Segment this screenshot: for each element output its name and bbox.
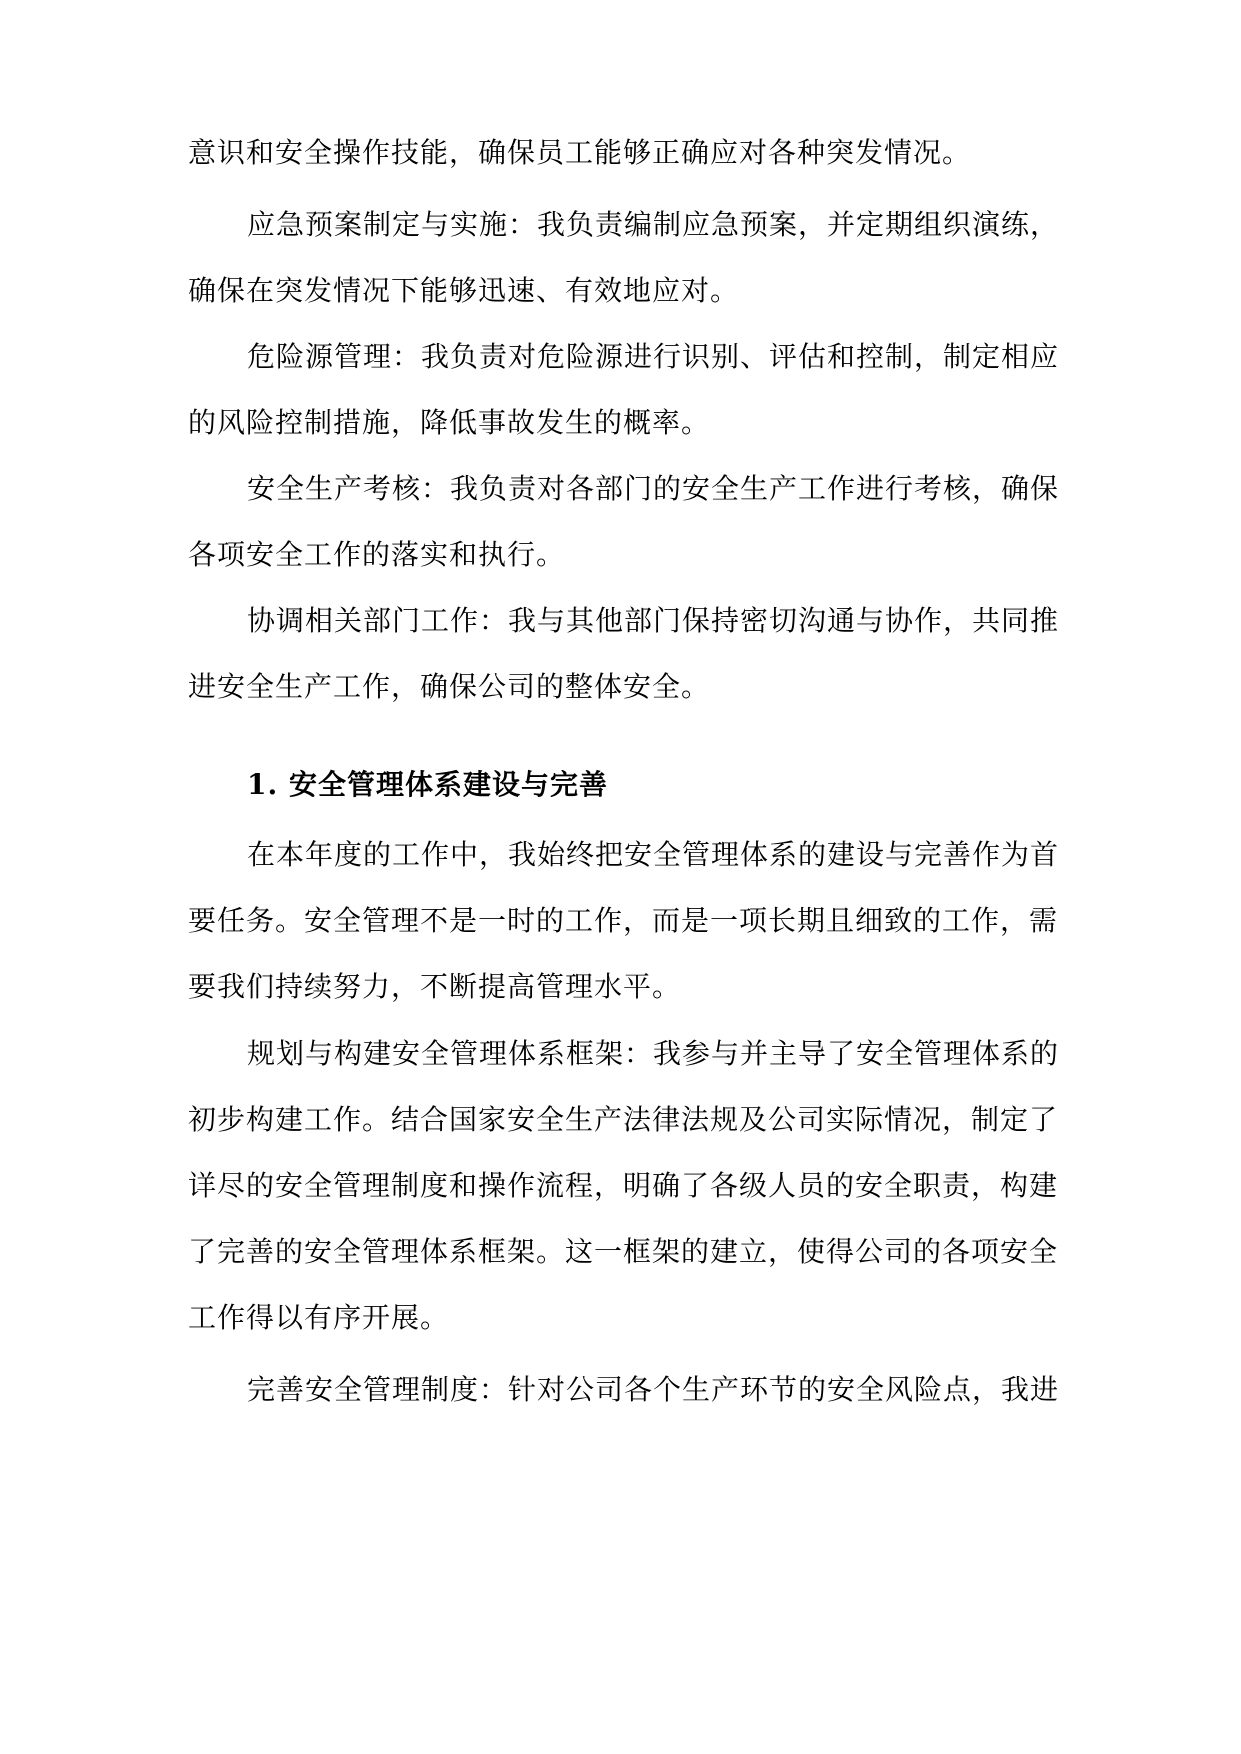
paragraph-line: 应急预案制定与实施：我负责编制应急预案，并定期组织演练， bbox=[247, 208, 1060, 241]
paragraph-line: 意识和安全操作技能，确保员工能够正确应对各种突发情况。 bbox=[188, 136, 972, 169]
paragraph-line: 各项安全工作的落实和执行。 bbox=[188, 538, 566, 571]
paragraph-line: 危险源管理：我负责对危险源进行识别、评估和控制，制定相应 bbox=[247, 340, 1060, 373]
paragraph-line: 协调相关部门工作：我与其他部门保持密切沟通与协作，共同推 bbox=[247, 604, 1060, 637]
paragraph-line: 要任务。安全管理不是一时的工作，而是一项长期且细致的工作，需 bbox=[188, 904, 1059, 937]
paragraph-line: 在本年度的工作中，我始终把安全管理体系的建设与完善作为首 bbox=[247, 838, 1060, 871]
section-title: 安全管理体系建设与完善 bbox=[289, 768, 609, 801]
section-number: 1. bbox=[247, 768, 279, 801]
paragraph-line: 确保在突发情况下能够迅速、有效地应对。 bbox=[188, 274, 740, 307]
section-heading bbox=[247, 767, 608, 803]
paragraph-line: 完善安全管理制度：针对公司各个生产环节的安全风险点，我进 bbox=[247, 1373, 1060, 1406]
paragraph-line: 进安全生产工作，确保公司的整体安全。 bbox=[188, 670, 711, 703]
paragraph-line: 的风险控制措施，降低事故发生的概率。 bbox=[188, 406, 711, 439]
paragraph-line: 了完善的安全管理体系框架。这一框架的建立，使得公司的各项安全 bbox=[188, 1235, 1059, 1268]
paragraph-line: 规划与构建安全管理体系框架：我参与并主导了安全管理体系的 bbox=[247, 1037, 1060, 1070]
paragraph-line: 初步构建工作。结合国家安全生产法律法规及公司实际情况，制定了 bbox=[188, 1103, 1059, 1136]
paragraph-line: 要我们持续努力，不断提高管理水平。 bbox=[188, 970, 682, 1003]
paragraph-line: 安全生产考核：我负责对各部门的安全生产工作进行考核，确保 bbox=[247, 472, 1060, 505]
paragraph-line: 工作得以有序开展。 bbox=[188, 1301, 450, 1334]
paragraph-line: 详尽的安全管理制度和操作流程，明确了各级人员的安全职责，构建 bbox=[188, 1169, 1059, 1202]
